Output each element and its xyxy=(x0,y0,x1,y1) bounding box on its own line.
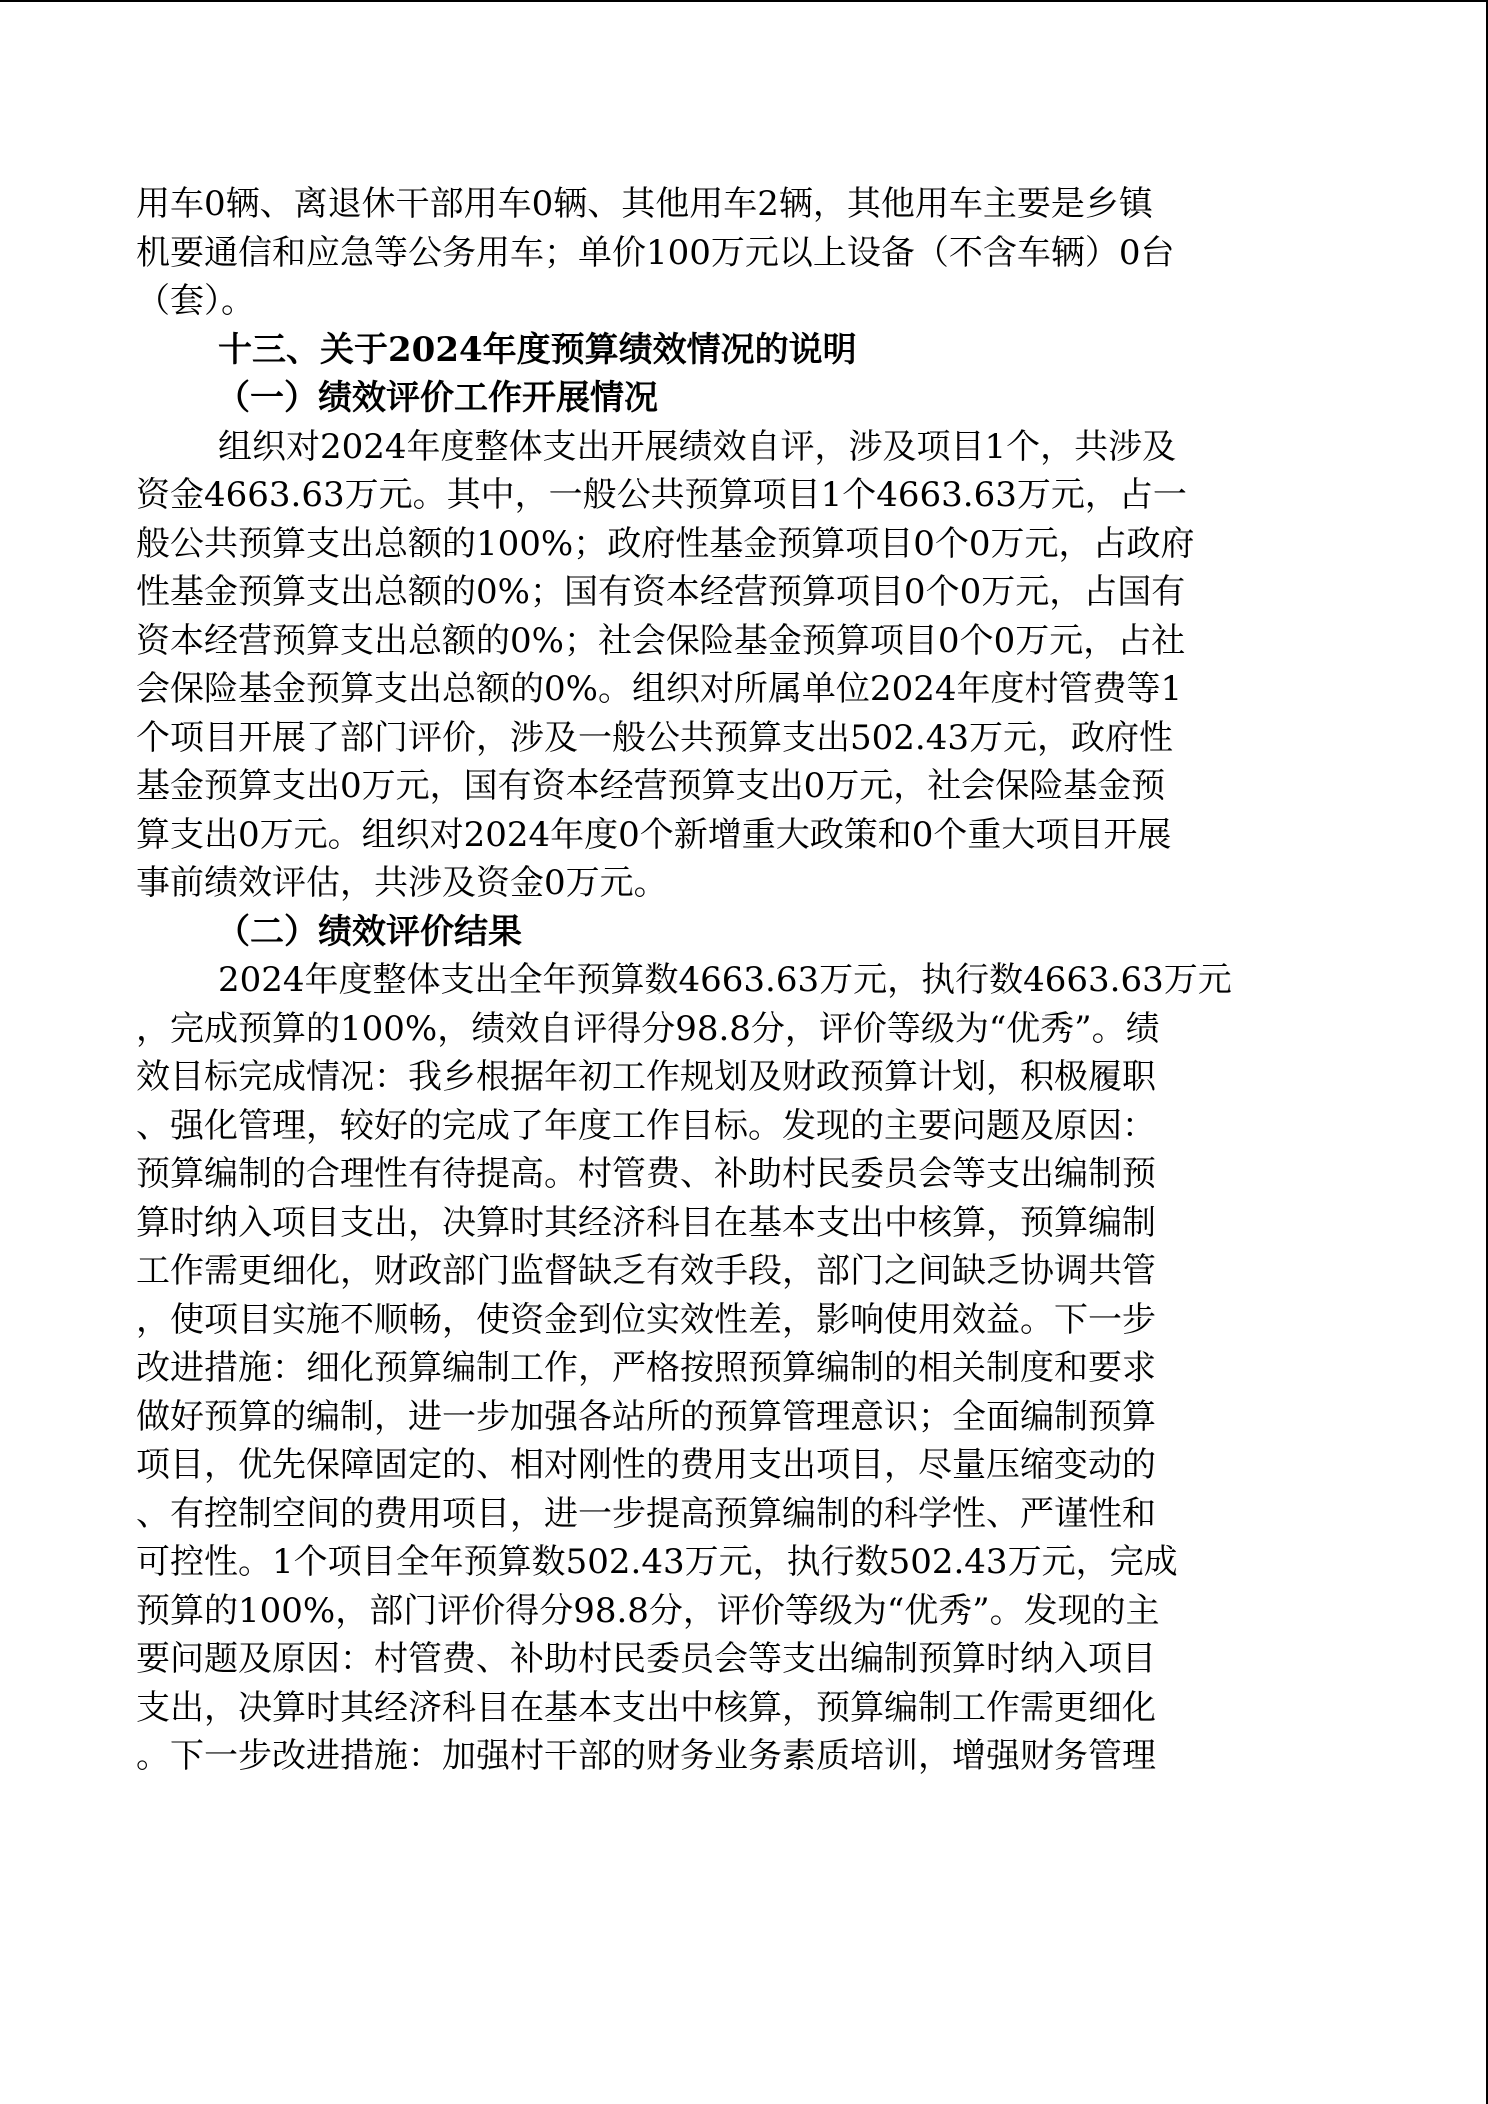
text-line: 会保险基金预算支出总额的0%。组织对所属单位2024年度村管费等1 xyxy=(136,669,1183,709)
paragraph-first-line: 组织对2024年度整体支出开展绩效自评，涉及项目1个，共涉及 xyxy=(218,426,1177,467)
text-line: 算支出0万元。组织对2024年度0个新增重大政策和0个重大项目开展 xyxy=(136,814,1172,855)
text-line: 要问题及原因：村管费、补助村民委员会等支出编制预算时纳入项目 xyxy=(136,1639,1156,1679)
text-line: 用车0辆、离退休干部用车0辆、其他用车2辆，其他用车主要是乡镇 xyxy=(136,184,1153,224)
subsection-heading: （二）绩效评价结果 xyxy=(216,911,522,952)
text-line: 基金预算支出0万元，国有资本经营预算支出0万元，社会保险基金预 xyxy=(136,766,1166,806)
text-line: 资本经营预算支出总额的0%；社会保险基金预算项目0个0万元，占社 xyxy=(136,620,1186,661)
text-line: 资金4663.63万元。其中，一般公共预算项目1个4663.63万元，占一 xyxy=(136,475,1187,515)
text-line: 支出，决算时其经济科目在基本支出中核算，预算编制工作需更细化 xyxy=(136,1687,1156,1728)
text-line: 、强化管理，较好的完成了年度工作目标。发现的主要问题及原因： xyxy=(136,1105,1156,1146)
text-line: 效目标完成情况：我乡根据年初工作规划及财政预算计划，积极履职 xyxy=(136,1057,1156,1097)
text-line: 项目，优先保障固定的、相对刚性的费用支出项目，尽量压缩变动的 xyxy=(136,1445,1156,1485)
text-line: 做好预算的编制，进一步加强各站所的预算管理意识；全面编制预算 xyxy=(136,1396,1156,1437)
text-line: 事前绩效评估，共涉及资金0万元。 xyxy=(136,863,668,903)
text-line: 预算的100%，部门评价得分98.8分，评价等级为“优秀”。发现的主 xyxy=(136,1590,1160,1631)
text-line: ，完成预算的100%，绩效自评得分98.8分，评价等级为“优秀”。绩 xyxy=(136,1008,1160,1049)
text-line: 般公共预算支出总额的100%；政府性基金预算项目0个0万元，占政府 xyxy=(136,523,1195,564)
text-line: 可控性。1个项目全年预算数502.43万元，执行数502.43万元，完成 xyxy=(136,1542,1178,1582)
text-line: 工作需更细化，财政部门监督缺乏有效手段，部门之间缺乏协调共管 xyxy=(136,1251,1156,1291)
subsection-heading: （一）绩效评价工作开展情况 xyxy=(216,378,658,418)
text-line: （套）。 xyxy=(136,281,255,321)
text-line: 算时纳入项目支出，决算时其经济科目在基本支出中核算，预算编制 xyxy=(136,1202,1156,1243)
page-border-top xyxy=(0,0,1488,2)
text-line: 性基金预算支出总额的0%；国有资本经营预算项目0个0万元，占国有 xyxy=(136,572,1186,612)
paragraph-first-line: 2024年度整体支出全年预算数4663.63万元，执行数4663.63万元 xyxy=(218,960,1232,1000)
section-heading: 十三、关于2024年度预算绩效情况的说明 xyxy=(218,329,857,370)
text-line: 、有控制空间的费用项目，进一步提高预算编制的科学性、严谨性和 xyxy=(136,1493,1156,1534)
text-line: 机要通信和应急等公务用车；单价100万元以上设备（不含车辆）0台 xyxy=(136,232,1175,273)
text-line: 改进措施：细化预算编制工作，严格按照预算编制的相关制度和要求 xyxy=(136,1348,1156,1388)
document-body xyxy=(136,180,1336,1781)
text-line: ，使项目实施不顺畅，使资金到位实效性差，影响使用效益。下一步 xyxy=(136,1299,1156,1340)
text-line: 。下一步改进措施：加强村干部的财务业务素质培训，增强财务管理 xyxy=(136,1736,1156,1776)
text-line: 预算编制的合理性有待提高。村管费、补助村民委员会等支出编制预 xyxy=(136,1154,1156,1194)
text-line: 个项目开展了部门评价，涉及一般公共预算支出502.43万元，政府性 xyxy=(136,717,1173,758)
